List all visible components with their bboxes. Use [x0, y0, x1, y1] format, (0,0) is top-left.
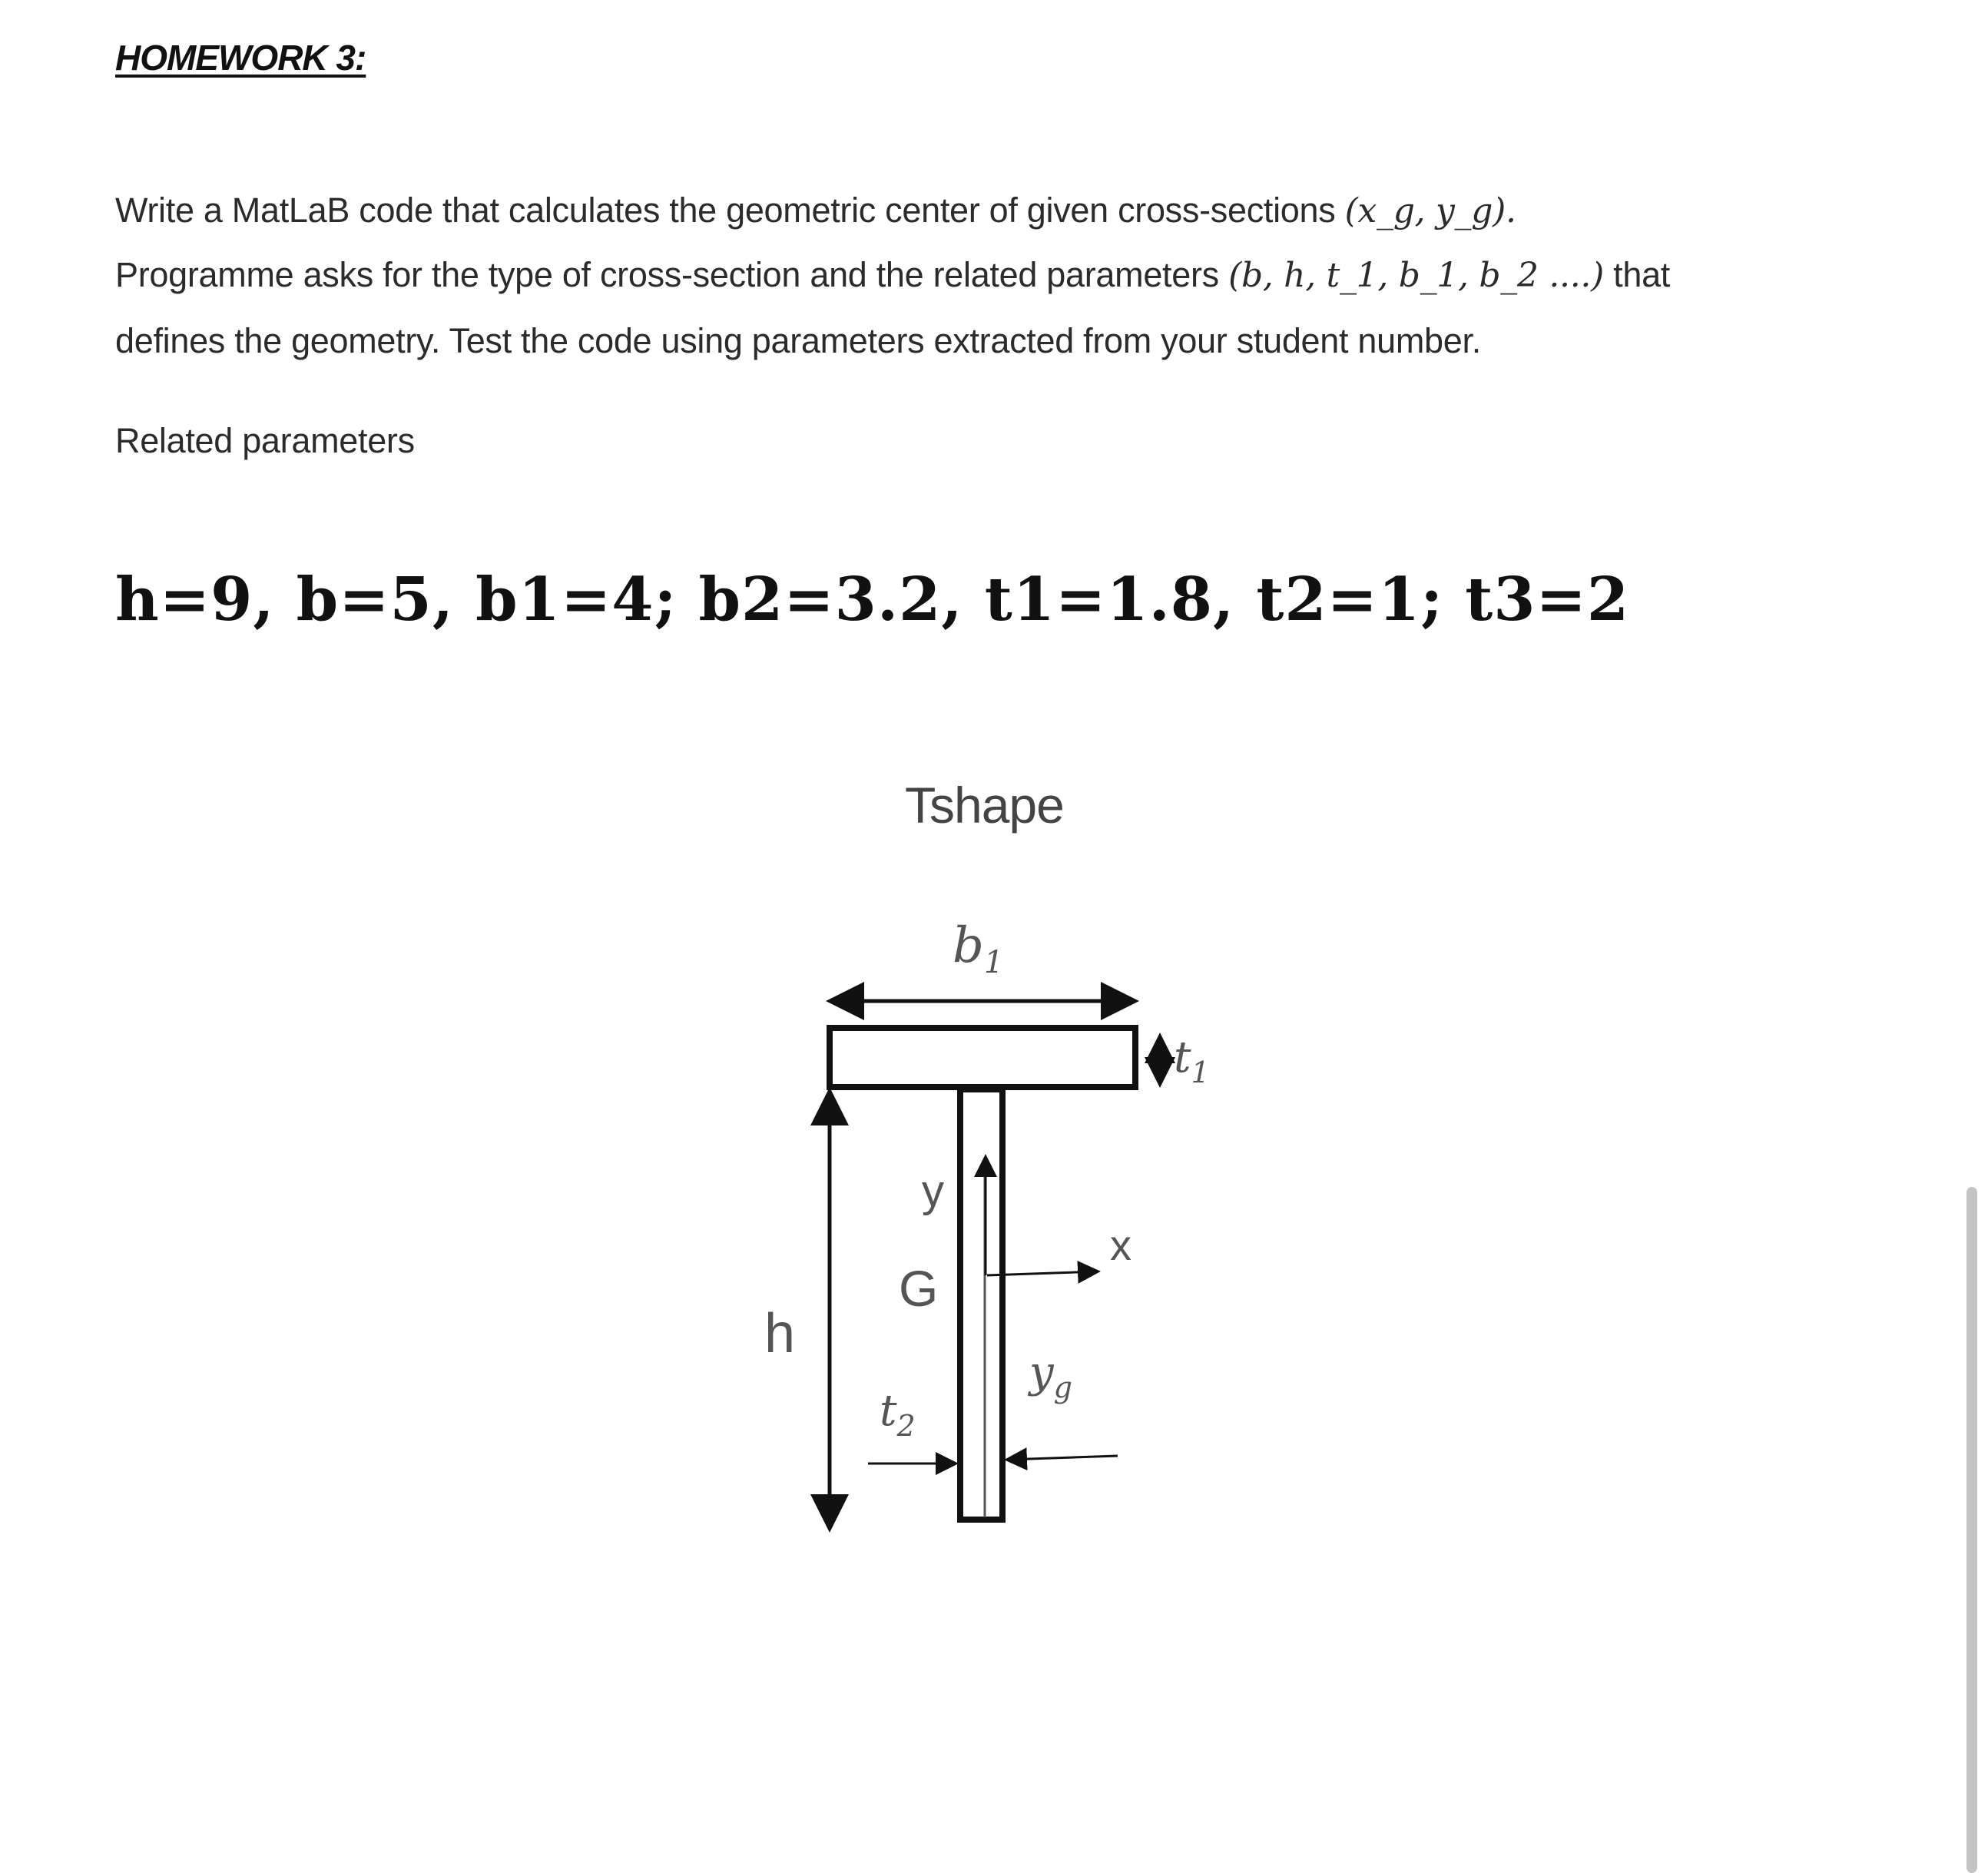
t-web — [960, 1089, 1002, 1520]
related-parameters-label: Related parameters — [115, 421, 415, 460]
yg-label: $y_g$ — [1029, 1348, 1072, 1404]
t2-label: $t_2$ — [880, 1386, 916, 1443]
intro-line-3: defines the geometry. Test the code using parameters extracted from your student number. — [115, 321, 1481, 360]
t1-label: $t_1$ — [1174, 1033, 1210, 1089]
homework-heading: HOMEWORK 3: — [115, 38, 366, 78]
intro-line-2-text-b: that — [1613, 255, 1670, 294]
y-axis-label: y — [922, 1166, 944, 1216]
t-flange — [830, 1028, 1135, 1087]
intro-line-1-math: (x_g, y_g). — [1344, 191, 1516, 230]
parameters-line: h=9, b=5, b1=4; b2=3.2, t1=1.8, t2=1; t3=2 — [115, 565, 1630, 635]
t2-dimension-arrow-right — [1006, 1456, 1118, 1460]
x-axis-label: x — [1110, 1221, 1132, 1269]
figure-title: Tshape — [905, 777, 1064, 834]
centroid-label: G — [899, 1260, 939, 1317]
vertical-scrollbar[interactable] — [1966, 1187, 1977, 1873]
intro-line-1-text: Write a MatLaB code that calculates the geometric center of given cross-sections — [115, 191, 1336, 230]
h-label: h — [764, 1303, 796, 1364]
intro-line-2-math: (b, h, t_1, b_1, b_2 ....) — [1228, 256, 1604, 295]
b1-label: $b_1$ — [953, 917, 1004, 980]
intro-line-2-text-a: Programme asks for the type of cross-section and the related parameters — [115, 255, 1219, 294]
